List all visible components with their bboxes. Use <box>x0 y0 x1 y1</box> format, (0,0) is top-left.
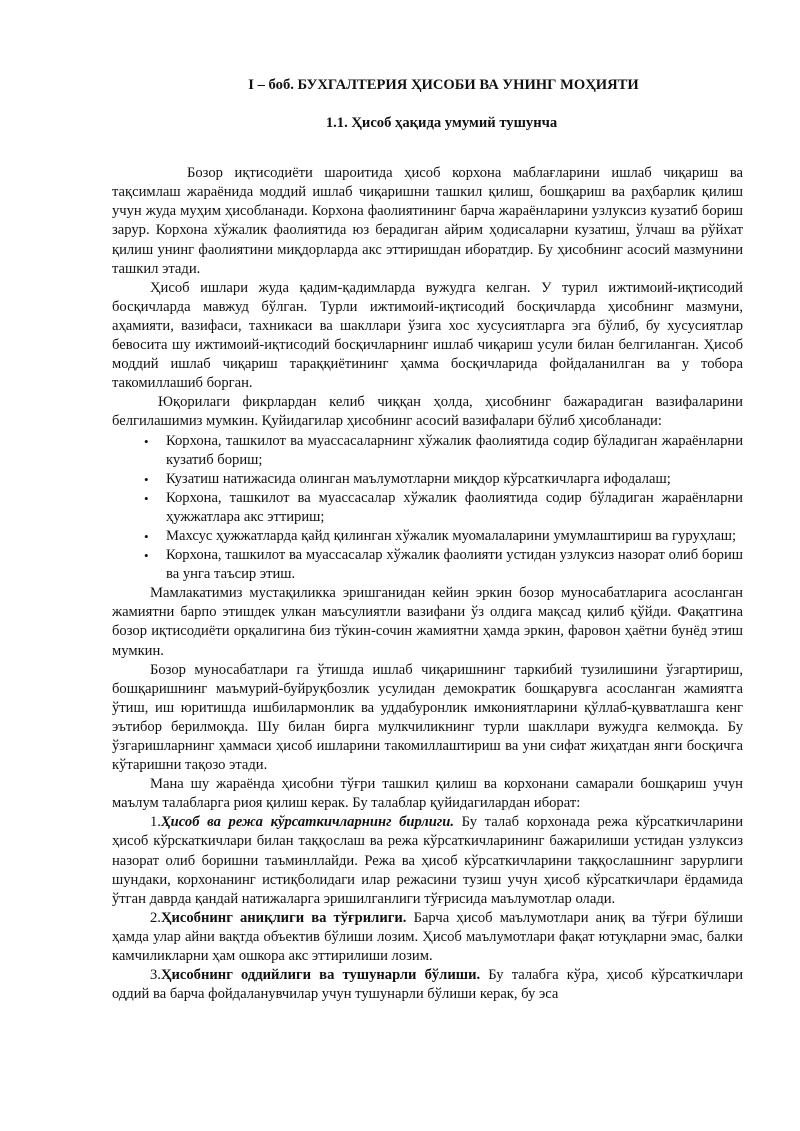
requirement-number: 1. <box>150 814 161 831</box>
section-title: 1.1. Ҳисоб ҳақида умумий тушунча <box>325 115 558 132</box>
list-item <box>144 546 743 584</box>
list-item <box>144 527 743 546</box>
list-item <box>144 470 743 489</box>
paragraph: Бозор иқтисодиёти шароитида ҳисоб корхона маблағларини ишлаб чиқариш ва тақсимлаш жараёнида моддий ишлаб чиқаришни ташкил қилиш, бошқариш ва раҳбарлик қилиш учун жуда муҳим ҳисобланади. Корхона фаолиятининг барча жараёнларини узлуксиз кузатиб бориш зарур. Корхона хўжалик фаолиятида юз берадиган айрим ҳодисаларни кузатиш, ўлчаш ва рўйхат қилиш унинг фаолиятини миқдорларда акс эттиришдан иборатдир. Бу ҳисобнинг асосий мазмунини ташкил этади. <box>112 165 743 277</box>
paragraph: Ҳисоб ишлари жуда қадим-қадимларда вужудга келган. У турил ижтимоий-иқтисодий босқичларда мавжуд бўлган. Турли ижтимоий-иқтисодий босқичларда ҳисобнинг мазмуни, аҳамияти, вазифаси, тахникаси ва шакллари ўзига хос хусусиятларга эга бўлиб, бу хусусиятлар бевосита шу ижтимоий-иқтисодий босқичларнинг ишлаб чиқариш усули билан белгиланган. Ҳисоб моддий ишлаб чиқариш тараққиётининг ҳамма босқичларида фойдаланилган ва у тобора такомиллашиб борган. <box>112 279 743 392</box>
list-item-text: Махсус ҳужжатларда қайд қилинган хўжалик муомалаларини умумлаштириш ва гуруҳлаш; <box>166 527 737 544</box>
chapter-title: I – боб. БУХГАЛТЕРИЯ ҲИСОБИ ВА УНИНГ МОҲИЯТИ <box>248 77 639 93</box>
bullet-icon: • <box>144 548 149 564</box>
requirement-text: Бу талаб корхонада режа кўрсаткичларини ҳисоб кўрскаткичлари билан таққослаш ва режа кўрсаткичларининг бажарилиши устидан узлуксиз назорат олиб боришни таъминллайди. Режа ва ҳисоб кўрсаткичларини таққослашнинг зарурлиги шундаки, корхонанинг истиқболидаги илар режасини тузиш учун ҳисоб кўрсаткичлари ёрдамида ўтган даврда қандай натижаларга эришилганлиги тўғрисида маълумотлар олади. <box>112 814 744 907</box>
requirement-number: 2. <box>150 909 161 926</box>
requirement-number: 3. <box>150 967 161 984</box>
list-item-text: Корхона, ташкилот ва муассасалар хўжалик фаолиятида содир бўладиган жараёнларни ҳужжатлара акс эттириш; <box>166 489 743 525</box>
requirement-paragraph <box>112 813 743 908</box>
requirement-lead: Ҳисобнинг оддийлиги ва тушунарли бўлиши. <box>160 967 481 984</box>
list-item-text: Корхона, ташкилот ва муассасалар хўжалик фаолияти устидан узлуксиз назорат олиб бориш ва унга таъсир этиш. <box>166 547 743 583</box>
list-item-text: Кузатиш натижасида олинган маълумотларни миқдор кўрсаткичларга ифодалаш; <box>166 470 671 487</box>
paragraph: Мана шу жараёнда ҳисобни тўғри ташкил қилиш ва корхонани самарали бошқариш учун маълум талабларга риоя қилиш керак. Бу талаблар қуйидагилардан иборат: <box>112 776 743 812</box>
task-list <box>112 432 743 585</box>
paragraph: Юқорилаги фикрлардан келиб чиққан ҳолда, ҳисобнинг бажарадиган вазифаларини белгилашимиз мумкин. Қуйидагилар ҳисобнинг асосий вазифалари бўлиб ҳисобланади: <box>112 394 743 430</box>
paragraph: Бозор муносабатлари га ўтишда ишлаб чиқаришнинг таркибий тузилишини ўзгартириш, бошқаришнинг маъмурий-буйруқбозлик усулидан демократик бошқарувга асосланган жамиятга ўтиш, иш юритишда ишбилармонлик ва уддабуронлик имкониятларини қўллаб-қувватлашга кенг эътибор берилмоқда. Шу билан бирга мулкчиликнинг турли шакллари вужудга келмоқда. Бу ўзгаришларнинг ҳаммаси ҳисоб ишларини такомиллаштириш ва уни сифат жиҳатдан янги босқичга кўтаришни тақозо этади. <box>112 661 743 774</box>
bullet-icon: • <box>144 471 149 487</box>
list-item <box>144 432 743 470</box>
requirement-lead: Ҳисоб ва режа кўрсаткичларнинг бирлиги. <box>160 814 455 831</box>
requirement-paragraph <box>112 909 743 966</box>
requirement-text: Бу талабга кўра, ҳисоб кўрсаткичлари оддий ва барча фойдаланувчилар учун тушунарли бўлиши керак, бу эса <box>112 967 744 1003</box>
bullet-icon: • <box>144 528 149 544</box>
list-item-text: Корхона, ташкилот ва муассасаларнинг хўжалик фаолиятида содир бўладиган жараёнларни кузатиб бориш; <box>166 432 743 468</box>
list-item <box>144 489 743 527</box>
bullet-icon: • <box>144 490 149 506</box>
paragraph: Мамлакатимиз мустақиликка эришганидан кейин эркин бозор муносабатларига асосланган жамиятни барпо этишдек улкан маъсулиятли вазифани ўз олдига мақсад қилиб қўйди. Фақатгина бозор иқтисодиёти орқалигина биз тўкин-сочин жамиятни ҳамда эркин, фаровон ҳаётни бунёд этиш мумкин. <box>112 585 743 659</box>
requirement-lead: Ҳисобнинг аниқлиги ва тўғрилиги. <box>160 909 407 926</box>
requirement-paragraph <box>112 966 743 1004</box>
requirement-text: Барча ҳисоб маълумотлари аниқ ва тўғри бўлиши ҳамда улар айни вақтда объектив бўлиши лозим. Ҳисоб маълумотлари фақат ютуқларни эмас, балки камчиликларни ҳам ошкора акс эттирилиши лозим. <box>112 909 743 965</box>
bullet-icon: • <box>144 433 149 449</box>
